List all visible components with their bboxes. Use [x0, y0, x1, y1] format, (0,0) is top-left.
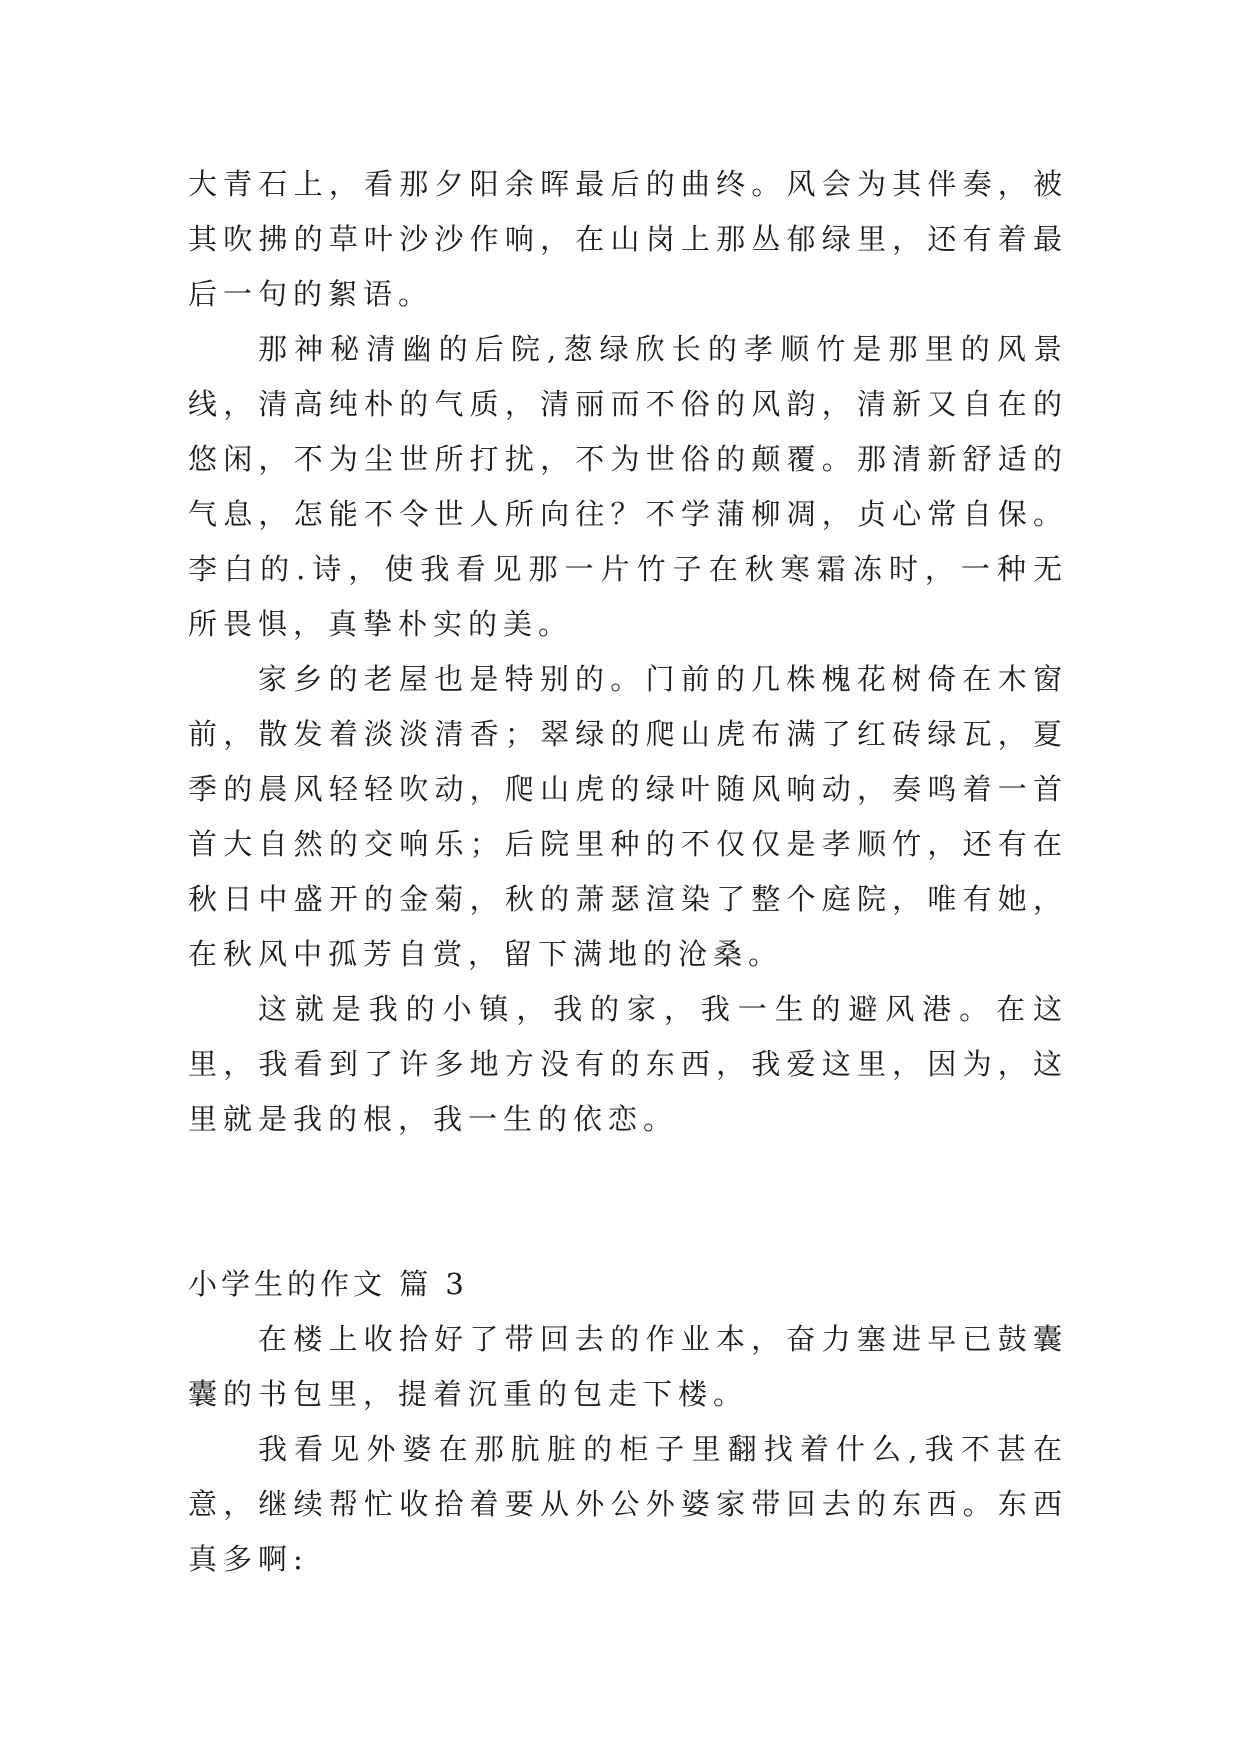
paragraph-hometown-conclusion: 这就是我的小镇，我的家，我一生的避风港。在这里，我看到了许多地方没有的东西，我爱这里，因为，这里就是我的根，我一生的依恋。 — [188, 992, 1068, 1136]
article-body-lower — [188, 1312, 1068, 1587]
paragraph-grandmother: 我看见外婆在那肮脏的柜子里翻找着什么,我不甚在意，继续帮忙收拾着要从外公外婆家带回去的东西。东西真多啊: — [188, 1432, 1068, 1576]
article-body-upper — [188, 157, 1068, 1147]
paragraph-old-house: 家乡的老屋也是特别的。门前的几株槐花树倚在木窗前，散发着淡淡清香；翠绿的爬山虎布满了红砖绿瓦，夏季的晨风轻轻吹动，爬山虎的绿叶随风响动，奏鸣着一首首大自然的交响乐；后院里种的不仅仅是孝顺竹，还有在秋日中盛开的金菊，秋的萧瑟渲染了整个庭院，唯有她，在秋风中孤芳自赏，留下满地的沧桑。 — [188, 662, 1068, 971]
paragraph-continued: 大青石上，看那夕阳余晖最后的曲终。风会为其伴奏，被其吹拂的草叶沙沙作响，在山岗上那丛郁绿里，还有着最后一句的絮语。 — [188, 167, 1068, 311]
paragraph-backyard-bamboo: 那神秘清幽的后院,葱绿欣长的孝顺竹是那里的风景线，清高纯朴的气质，清丽而不俗的风韵，清新又自在的悠闲，不为尘世所打扰，不为世俗的颠覆。那清新舒适的气息，怎能不令世人所向往？不学蒲柳凋，贞心常自保。李白的.诗，使我看见那一片竹子在秋寒霜冻时，一种无所畏惧，真挚朴实的美。 — [188, 332, 1068, 641]
paragraph-homework: 在楼上收拾好了带回去的作业本，奋力塞进早已鼓囊囊的书包里，提着沉重的包走下楼。 — [188, 1322, 1068, 1411]
section-title: 小学生的作文 篇 3 — [188, 1267, 468, 1301]
